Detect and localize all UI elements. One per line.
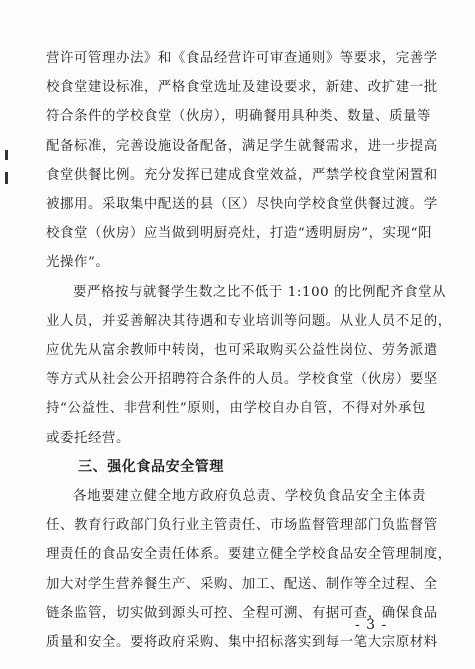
text-line: 要严格按与就餐学生数之比不低于 1:100 的比例配齐食堂从: [73, 284, 447, 300]
text-line: 任、教育行政部门负行业主管责任、市场监督管理部门负监督管: [46, 518, 438, 534]
text-line: 等方式从社会公开招聘符合条件的人员。学校食堂（伙房）要坚: [46, 372, 438, 388]
text-line: 应优先从富余教师中转岗，也可采取购买公益性岗位、劳务派遣: [46, 343, 438, 359]
text-line: 业人员，并妥善解决其待遇和专业培训等问题。从业人员不足的，: [46, 313, 452, 329]
text-line: 校食堂（伙房）应当做到明厨亮灶，打造“透明厨房”，实现“阳: [46, 226, 433, 242]
text-line: 校食堂建设标准，严格食堂选址及建设要求，新建、改扩建一批: [46, 80, 438, 96]
page-number: - 3 -: [355, 617, 388, 633]
text-line: 理责任的食品安全责任体系。要建立健全学校食品安全管理制度，: [46, 547, 452, 563]
binding-marks: [5, 150, 9, 210]
text-line: 符合条件的学校食堂（伙房），明确餐用具种类、数量、质量等: [46, 109, 432, 125]
text-line: 各地要建立健全地方政府负总责、学校负食品安全主体责: [73, 489, 426, 505]
section-heading: 三、强化食品安全管理: [78, 458, 224, 475]
text-line: 被挪用。采取集中配送的县（区）尽快向学校食堂供餐过渡。学: [46, 197, 438, 213]
text-line: 链条监管，切实做到源头可控、全程可溯、有据可查，确保食品: [46, 605, 438, 621]
text-line: 或委托经营。: [46, 430, 130, 446]
text-line: 营许可管理办法》和《食品经营许可审查通则》等要求，完善学: [46, 51, 438, 66]
text-line: 质量和安全。要将政府采购、集中招标落实到每一笔大宗原材料: [46, 635, 438, 651]
text-line: 加大对学生营养餐生产、采购、加工、配送、制作等全过程、全: [46, 576, 438, 592]
paragraph: [46, 278, 452, 453]
text-line: 配备标准，完善设施设备配备，满足学生就餐需求，进一步提高: [46, 138, 438, 154]
text-line: 食堂供餐比例。充分发挥已建成食堂效益，严禁学校食堂闲置和: [46, 167, 438, 183]
text-line: 光操作”。: [46, 255, 110, 271]
top-paragraphs: [46, 44, 452, 453]
paragraph: [46, 44, 438, 278]
document-body: [46, 44, 452, 657]
text-line: 持“公益性、非营利性”原则，由学校自办自管，不得对外承包: [46, 401, 426, 417]
